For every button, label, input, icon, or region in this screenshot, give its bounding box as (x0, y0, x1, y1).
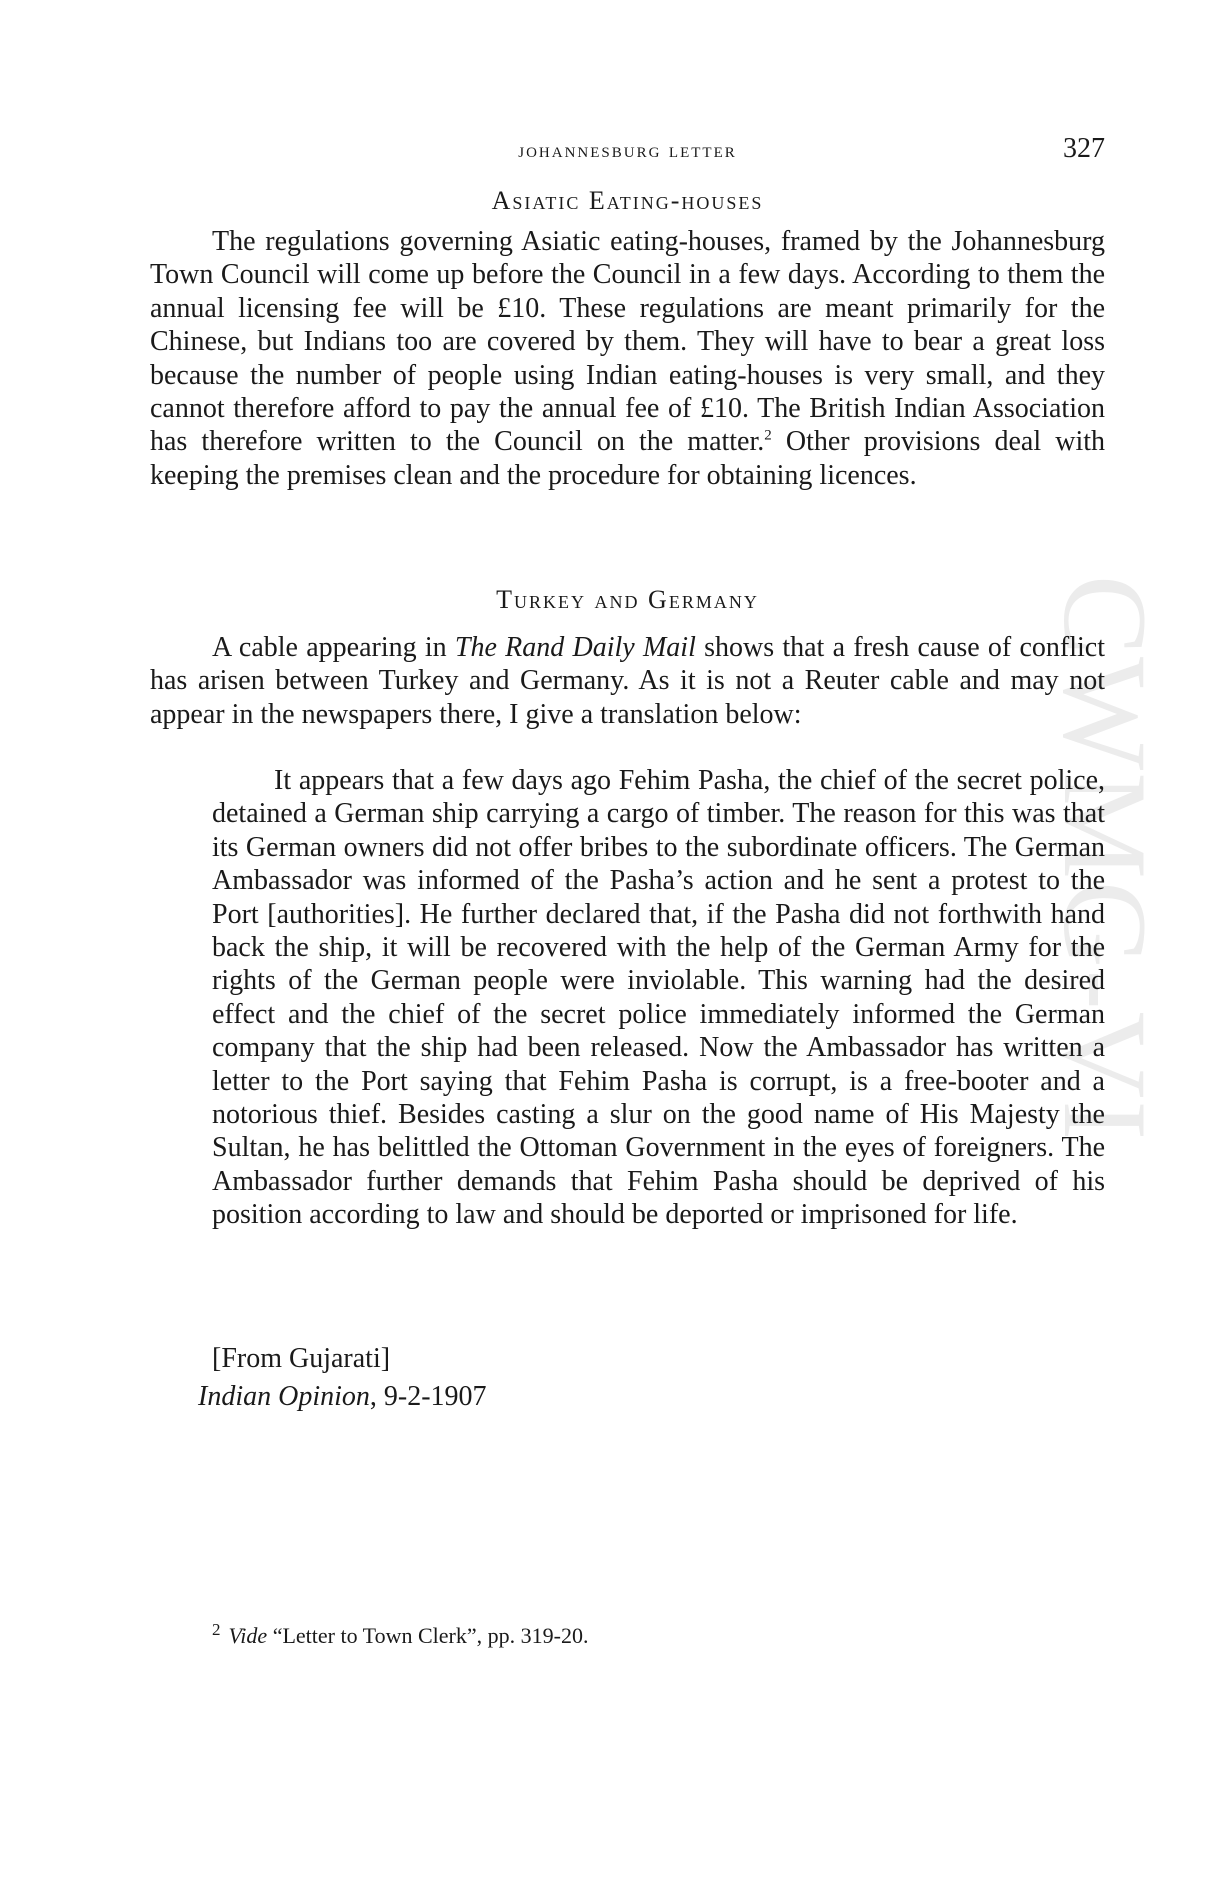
footnote (212, 1619, 589, 1649)
paragraph-asiatic-text-after: Other provisions deal with keeping the premises clean and the procedure for obtaining licences. (150, 426, 1106, 491)
source-note: [From Gujarati] (212, 1343, 391, 1374)
section-heading-turkey: Turkey and Germany (496, 585, 759, 614)
newspaper-title: The Rand Daily Mail (454, 632, 696, 663)
citation (198, 1381, 487, 1413)
citation-publication: Indian Opinion (198, 1381, 370, 1412)
paragraph-turkey-intro (150, 631, 1105, 731)
block-quote: It appears that a few days ago Fehim Pasha, the chief of the secret police, detained a German ship carrying a cargo of timber. The reason for this was that its German owners did not offer bribes to the subordinate officers. The German Ambassador was informed of the Pasha’s action and he sent a protest to the Port [authorities]. He further declared that, if the Pasha did not forthwith hand back the ship, it will be recovered with the help of the German Army for the rights of the German people were inviolable. This warning had the desired effect and the chief of the secret police immediately informed the German company that the ship had been released. Now the Ambassador has written a letter to the Port saying that Fehim Pasha is corrupt, is a free-booter and a notorious thief. Besides casting a slur on the good name of His Majesty the Sultan, he has belittled the Ottoman Government in the eyes of foreigners. The Ambassador further demands that Fehim Pasha should be deprived of his position according to law and should be deported or imprisoned for life. (212, 765, 1105, 1231)
footnote-text: “Letter to Town Clerk”, pp. 319-20. (267, 1623, 589, 1648)
footnote-vide: Vide (228, 1623, 268, 1648)
watermark-text: CWMG-VI (1039, 575, 1172, 1143)
paragraph-asiatic-text: The regulations governing Asiatic eating-houses, framed by the Johannesburg Town Council will come up before the Council in a few days. According to them the annual licensing fee will be £10. These regulations are meant primarily for the Chinese, but Indians too are covered by them. They will have to bear a great loss because the number of people using Indian eating-houses is very small, and they cannot therefore afford to pay the annual fee of £10. The British Indian Association has therefore written to the Council on the matter. (150, 226, 1105, 458)
page-number: 327 (1063, 133, 1105, 164)
section-heading-asiatic: Asiatic Eating-houses (491, 186, 764, 215)
footnote-number: 2 (212, 1619, 221, 1639)
paragraph-asiatic (150, 225, 1105, 492)
intro-before: A cable appearing in (212, 632, 455, 663)
running-head (150, 133, 1105, 167)
footnote-ref[interactable]: 2 (764, 428, 772, 445)
intro-after: shows that a fresh cause of conflict has arisen between Turkey and Germany. As it is not a Reuter cable and may not appear in the newspapers there, I give a translation below: (150, 632, 1106, 730)
citation-date: , 9-2-1907 (369, 1381, 487, 1412)
running-title: johannesburg letter (518, 137, 737, 162)
